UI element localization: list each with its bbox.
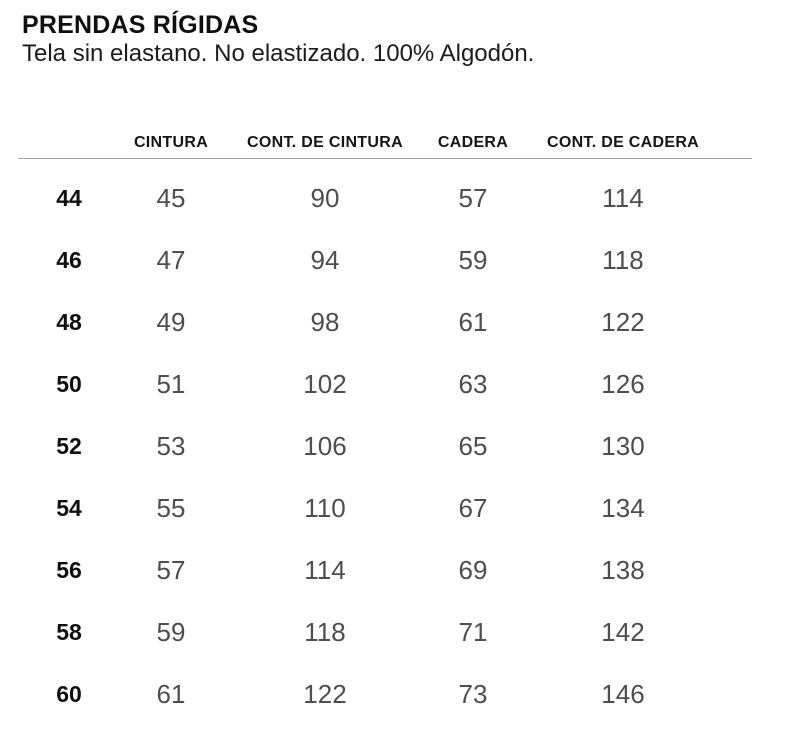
table-header-row [18, 133, 752, 159]
size-cell: 46 [56, 247, 82, 274]
value-cell-cadera: 69 [458, 555, 488, 586]
spacer-cell [728, 354, 752, 416]
value-cell-cintura: 47 [156, 245, 186, 276]
value-cell-cont-de-cintura: 122 [303, 679, 347, 710]
value-cell-cadera: 73 [458, 679, 488, 710]
table-row [18, 540, 752, 602]
table-row [18, 416, 752, 478]
size-cell: 58 [56, 619, 82, 646]
value-cell-cont-de-cintura: 90 [310, 183, 340, 214]
table-row [18, 478, 752, 540]
value-cell-cont-de-cadera: 142 [601, 617, 645, 648]
column-header-cintura: CINTURA [120, 133, 222, 159]
value-cell-cont-de-cadera: 134 [601, 493, 645, 524]
size-column-header [18, 133, 120, 159]
spacer-header [728, 133, 752, 159]
table-row [18, 602, 752, 664]
column-header-cont-de-cadera: CONT. DE CADERA [518, 133, 728, 159]
value-cell-cintura: 59 [156, 617, 186, 648]
value-cell-cont-de-cintura: 114 [304, 555, 346, 586]
value-cell-cintura: 53 [156, 431, 186, 462]
value-cell-cintura: 49 [156, 307, 186, 338]
size-cell: 44 [56, 185, 82, 212]
size-cell: 52 [56, 433, 82, 460]
column-header-cadera: CADERA [428, 133, 518, 159]
value-cell-cont-de-cadera: 122 [601, 307, 645, 338]
value-cell-cont-de-cadera: 146 [601, 679, 645, 710]
value-cell-cintura: 61 [156, 679, 186, 710]
size-cell: 50 [56, 371, 82, 398]
value-cell-cont-de-cadera: 126 [601, 369, 645, 400]
value-cell-cont-de-cintura: 106 [303, 431, 347, 462]
value-cell-cadera: 71 [458, 617, 488, 648]
table-row [18, 158, 752, 230]
table-row [18, 230, 752, 292]
page-subtitle: Tela sin elastano. No elastizado. 100% Algodón. [22, 40, 535, 67]
spacer-cell [728, 602, 752, 664]
value-cell-cadera: 65 [458, 431, 488, 462]
table-row [18, 292, 752, 354]
size-cell: 60 [56, 681, 82, 708]
value-cell-cadera: 63 [458, 369, 488, 400]
value-cell-cont-de-cintura: 94 [310, 245, 340, 276]
value-cell-cont-de-cintura: 110 [304, 493, 346, 524]
size-guide-table [18, 133, 752, 726]
spacer-cell [728, 292, 752, 354]
value-cell-cont-de-cintura: 98 [310, 307, 340, 338]
table-row [18, 354, 752, 416]
value-cell-cintura: 57 [156, 555, 186, 586]
spacer-cell [728, 540, 752, 602]
spacer-cell [728, 158, 752, 230]
size-cell: 54 [56, 495, 82, 522]
value-cell-cintura: 51 [156, 369, 186, 400]
size-cell: 56 [56, 557, 82, 584]
value-cell-cont-de-cadera: 114 [602, 183, 644, 214]
value-cell-cont-de-cadera: 118 [602, 245, 644, 276]
value-cell-cintura: 45 [156, 183, 186, 214]
value-cell-cintura: 55 [156, 493, 186, 524]
value-cell-cont-de-cintura: 118 [304, 617, 346, 648]
value-cell-cont-de-cintura: 102 [303, 369, 347, 400]
value-cell-cont-de-cadera: 138 [601, 555, 645, 586]
spacer-cell [728, 416, 752, 478]
page-title: PRENDAS RÍGIDAS [22, 11, 259, 39]
spacer-cell [728, 478, 752, 540]
table-row [18, 664, 752, 726]
value-cell-cont-de-cadera: 130 [601, 431, 645, 462]
value-cell-cadera: 59 [458, 245, 488, 276]
value-cell-cadera: 67 [458, 493, 488, 524]
value-cell-cadera: 61 [458, 307, 488, 338]
spacer-cell [728, 664, 752, 726]
spacer-cell [728, 230, 752, 292]
value-cell-cadera: 57 [458, 183, 488, 214]
column-header-cont-de-cintura: CONT. DE CINTURA [222, 133, 428, 159]
size-cell: 48 [56, 309, 82, 336]
